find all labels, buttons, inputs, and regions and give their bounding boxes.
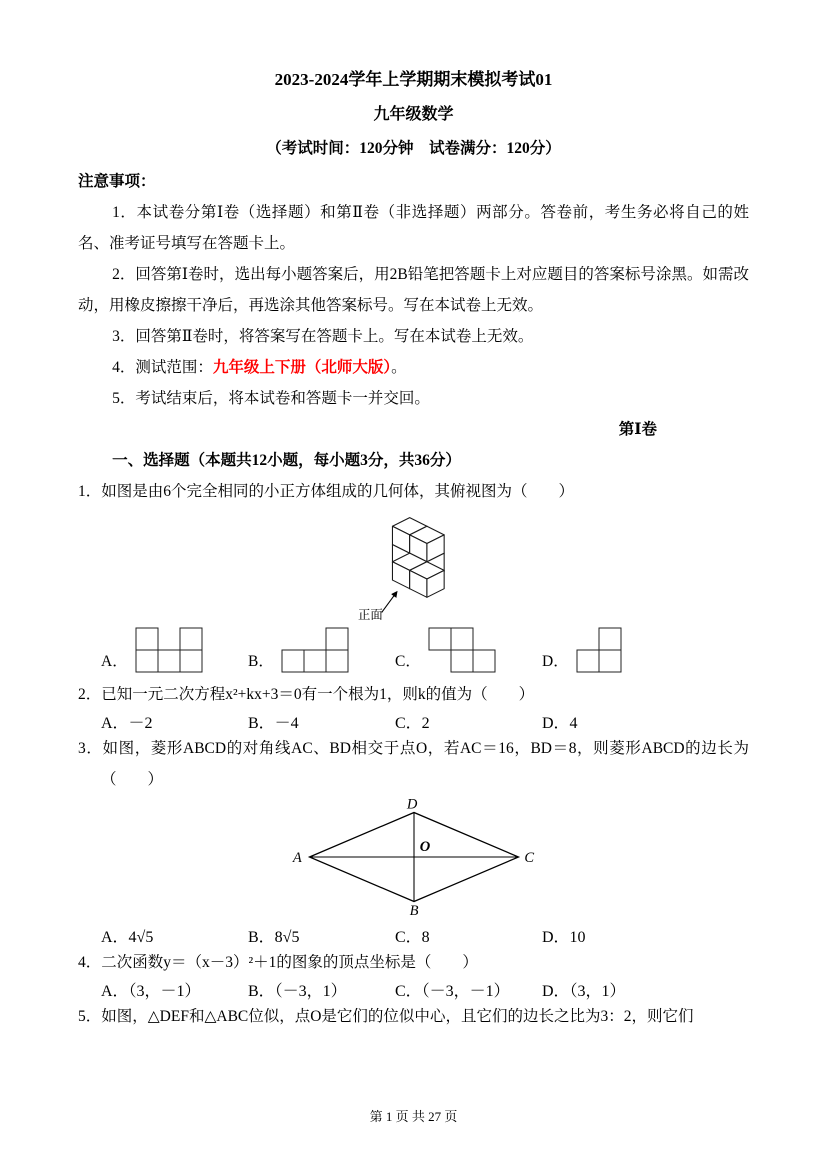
q1-option-a <box>101 627 248 673</box>
front-arrow-icon <box>381 592 396 612</box>
cube-group <box>392 518 444 598</box>
q1-option-b <box>248 627 395 673</box>
volume-heading: 第Ⅰ卷 <box>618 421 657 438</box>
q4-option-d: D．（3，1） <box>542 983 626 1000</box>
q4-option-c: C．（－3，－1） <box>395 983 510 1000</box>
question-3-options <box>101 924 749 947</box>
notice-item-4-suffix: 。 <box>391 359 407 376</box>
question-3-figure <box>288 797 540 922</box>
q2-option-d: D．4 <box>542 715 578 732</box>
question-4-options <box>101 978 749 1001</box>
q1-option-d <box>542 627 689 673</box>
vertex-b-label: B <box>409 903 418 917</box>
front-label: 正面 <box>357 607 383 620</box>
vertex-c-label: C <box>523 849 534 866</box>
notice-item-3: 3．回答第Ⅱ卷时，将答案写在答题卡上。写在本试卷上无效。 <box>112 328 534 345</box>
center-o-label: O <box>419 839 430 856</box>
q2-option-c: C．2 <box>395 715 430 732</box>
q2-option-a: A．－2 <box>101 715 153 732</box>
question-2-options <box>101 710 749 733</box>
exam-meta: （考试时间：120分钟 试卷满分：120分） <box>266 140 561 157</box>
notice-item-1: 1．本试卷分第Ⅰ卷（选择题）和第Ⅱ卷（非选择题）两部分。答卷前，考生务必将自己的姓名、准考证号填写在答题卡上。 <box>78 204 749 252</box>
rhombus-figure <box>288 797 540 917</box>
question-1-figure <box>358 510 470 625</box>
vertex-d-label: D <box>406 797 417 813</box>
page-footer: 第 1 页 共 27 页 <box>369 1109 458 1124</box>
notice-item-4 <box>78 352 749 383</box>
q1-option-c <box>395 627 542 673</box>
q1-option-d-label: D． <box>542 653 569 670</box>
question-1-options <box>101 627 749 673</box>
q3-option-a: A．4√5 <box>101 929 154 946</box>
q4-option-b: B．（－3，1） <box>248 983 347 1000</box>
q1-option-a-figure <box>135 627 203 673</box>
question-3-text: 3．如图，菱形ABCD的对角线AC、BD相交于点O，若AC＝16，BD＝8，则菱形ABCD的边长为（ ） <box>78 740 749 788</box>
question-2-text: 2．已知一元二次方程x²+kx+3＝0有一个根为1，则k的值为（ ） <box>78 686 535 703</box>
exam-title: 2023-2024学年上学期期末模拟考试01 <box>274 70 553 89</box>
q1-option-b-label: B． <box>248 653 274 670</box>
section-heading: 一、选择题（本题共12小题，每小题3分，共36分） <box>112 452 461 469</box>
q1-option-d-figure <box>576 627 622 673</box>
notice-item-2: 2．回答第Ⅰ卷时，选出每小题答案后，用2B铅笔把答题卡上对应题目的答案标号涂黑。如需改动，用橡皮擦擦干净后，再选涂其他答案标号。写在本试卷上无效。 <box>78 266 749 314</box>
question-5-text: 5．如图，△DEF和△ABC位似，点O是它们的位似中心，且它们的边长之比为3：2，则它们 <box>78 1008 694 1025</box>
cube-assembly-figure <box>358 510 470 620</box>
q3-option-c: C．8 <box>395 929 430 946</box>
q1-option-c-figure <box>428 627 496 673</box>
question-1-text: 1．如图是由6个完全相同的小正方体组成的几何体，其俯视图为（ ） <box>78 483 575 500</box>
vertex-a-label: A <box>292 849 302 866</box>
exam-subject: 九年级数学 <box>373 106 454 123</box>
q1-option-c-label: C． <box>395 653 421 670</box>
notice-item-5: 5．考试结束后，将本试卷和答题卡一并交回。 <box>112 390 430 407</box>
notice-item-4-prefix: 4．测试范围： <box>112 359 213 376</box>
q2-option-b: B．－4 <box>248 715 299 732</box>
q1-option-a-label: A． <box>101 653 128 670</box>
notice-item-4-highlight: 九年级上下册（北师大版） <box>212 359 392 376</box>
notice-heading: 注意事项： <box>78 173 156 190</box>
q3-option-b: B．8√5 <box>248 929 300 946</box>
q3-option-d: D．10 <box>542 929 586 946</box>
q1-option-b-figure <box>281 627 349 673</box>
question-4-text: 4．二次函数y＝（x－3）²＋1的图象的顶点坐标是（ ） <box>78 954 478 971</box>
q4-option-a: A．（3，－1） <box>101 983 201 1000</box>
